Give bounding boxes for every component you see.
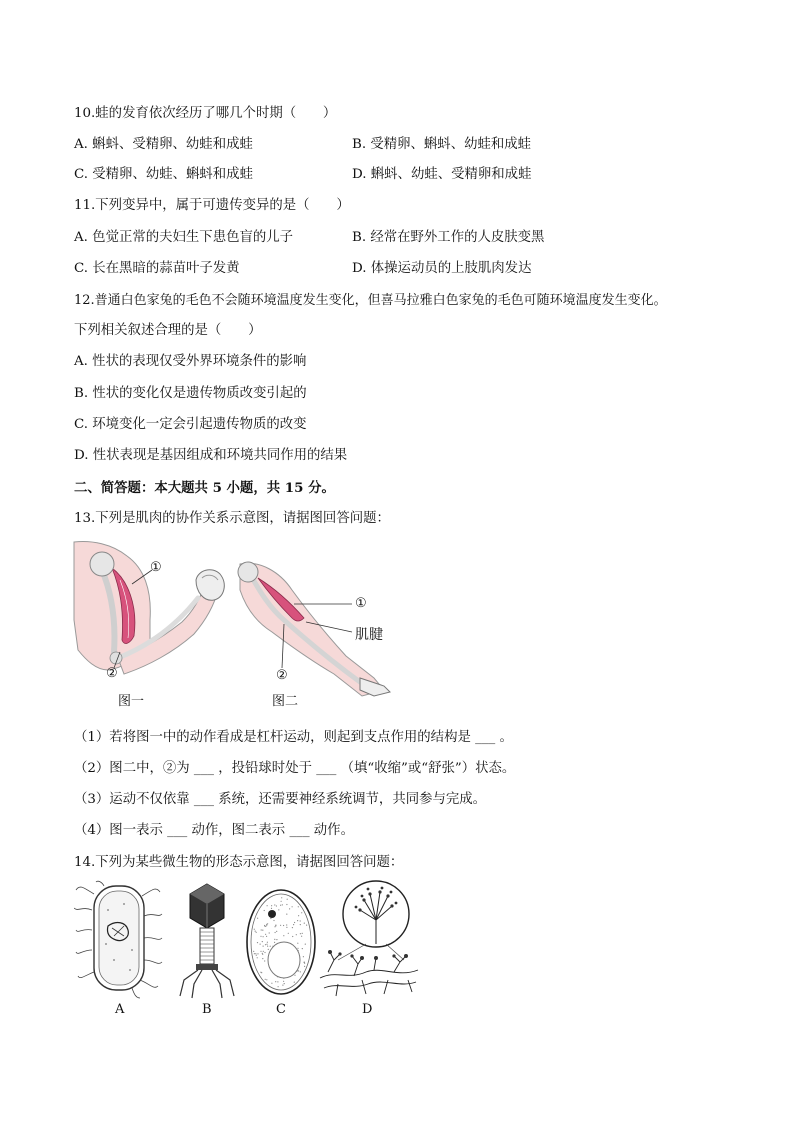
- fig2-label-2: ②: [276, 668, 288, 683]
- q11-option-b: B. 经常在野外工作的人皮肤变黑: [352, 230, 545, 245]
- q10-option-d: D. 蝌蚪、幼蛙、受精卵和成蛙: [352, 167, 532, 182]
- q13-sub1: （1）若将图一中的动作看成是杠杆运动，则起到支点作用的结构是 ___ 。: [74, 730, 513, 745]
- label-d: D: [362, 1002, 373, 1017]
- bacterium-illustration: [74, 880, 164, 1002]
- q11-option-a: A. 色觉正常的夫妇生下患色盲的儿子: [74, 230, 294, 245]
- q13-sub2: （2）图二中，②为 ___ ，投铅球时处于 ___ （填“收缩”或“舒张”）状态。: [74, 761, 516, 776]
- q12-option-c: C. 环境变化一定会引起遗传物质的改变: [74, 417, 307, 432]
- q11-option-c: C. 长在黑暗的蒜苗叶子发黄: [74, 261, 240, 276]
- figure-2-extended-arm: [234, 560, 404, 700]
- q13-sub4: （4）图一表示 ___ 动作，图二表示 ___ 动作。: [74, 823, 354, 838]
- label-b: B: [202, 1002, 212, 1017]
- q12-option-a: A. 性状的表现仅受外界环境条件的影响: [74, 354, 307, 369]
- label-a: A: [115, 1002, 125, 1017]
- q12-stem-line2: 下列相关叙述合理的是（ ）: [74, 323, 262, 338]
- q14-stem: 14.下列为某些微生物的形态示意图，请据图回答问题：: [74, 855, 404, 870]
- q12-stem-line1: 12.普通白色家兔的毛色不会随环境温度发生变化，但喜马拉雅白色家兔的毛色可随环境温度发生变化。: [74, 293, 667, 308]
- yeast-illustration: [244, 886, 318, 998]
- q13-stem: 13.下列是肌肉的协作关系示意图，请据图回答问题：: [74, 511, 390, 526]
- virus-illustration: [172, 882, 242, 1002]
- fig2-label-tendon: 肌腱: [355, 627, 383, 643]
- fig1-label-1: ①: [150, 560, 162, 575]
- mold-illustration: [318, 880, 422, 1000]
- fig2-caption: 图二: [272, 694, 299, 709]
- q10-stem: 10.蛙的发育依次经历了哪几个时期（ ）: [74, 106, 337, 121]
- q12-option-d: D. 性状表现是基因组成和环境共同作用的结果: [74, 448, 348, 463]
- q10-option-c: C. 受精卵、幼蛙、蝌蚪和成蛙: [74, 167, 253, 182]
- figure-1-flexed-arm: [72, 540, 232, 700]
- q11-stem: 11.下列变异中，属于可遗传变异的是（ ）: [74, 198, 350, 213]
- fig2-label-1: ①: [355, 596, 367, 611]
- q11-option-d: D. 体操运动员的上肢肌肉发达: [352, 261, 532, 276]
- q13-sub3: （3）运动不仅依靠 ___ 系统，还需要神经系统调节，共同参与完成。: [74, 792, 487, 807]
- q10-option-a: A. 蝌蚪、受精卵、幼蛙和成蛙: [74, 137, 253, 152]
- fig1-caption: 图一: [118, 694, 145, 709]
- q10-option-b: B. 受精卵、蝌蚪、幼蛙和成蛙: [352, 137, 532, 152]
- q12-option-b: B. 性状的变化仅是遗传物质改变引起的: [74, 386, 307, 401]
- fig1-label-2: ②: [106, 666, 118, 681]
- label-c: C: [276, 1002, 286, 1017]
- section-heading: 二、简答题：本大题共 5 小题，共 15 分。: [74, 480, 335, 496]
